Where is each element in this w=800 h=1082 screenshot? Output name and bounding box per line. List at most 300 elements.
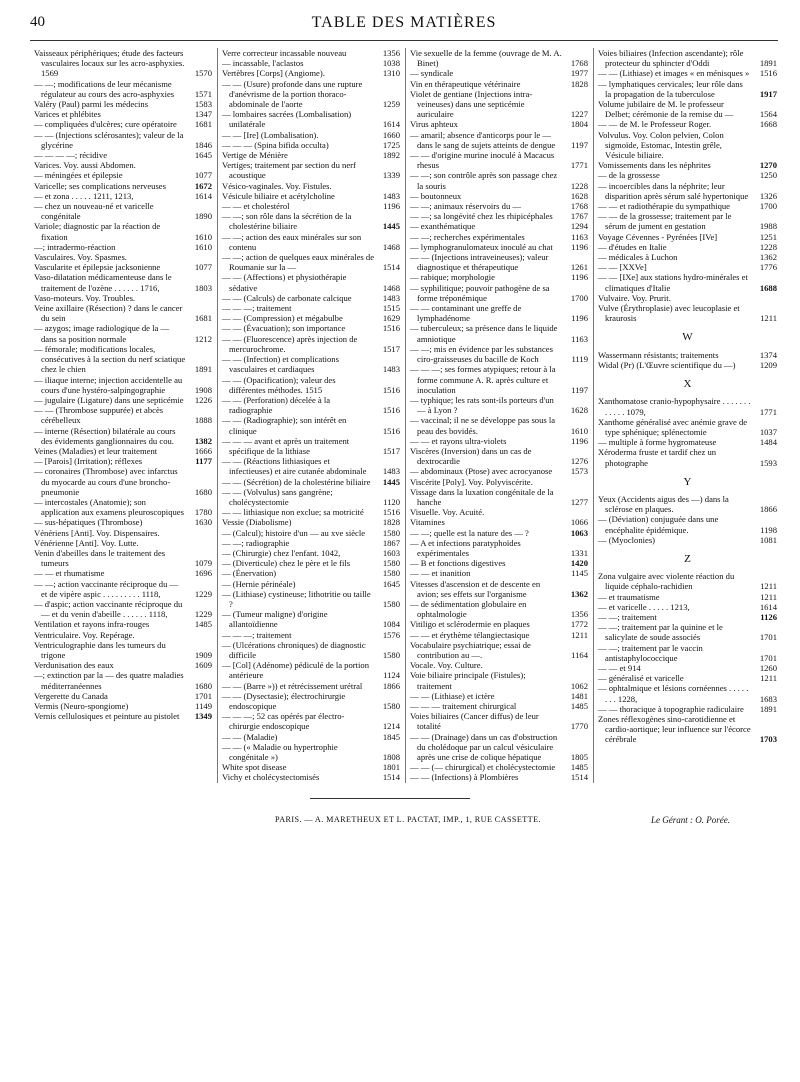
entry-page: 1828 bbox=[570, 78, 588, 89]
entry-text: — — (Volvulus) sans gangrène; cholécystectomie bbox=[222, 486, 333, 507]
index-entry bbox=[598, 303, 777, 323]
entry-text: Voyage Cévennes - Pyrénées [IVe] bbox=[598, 231, 718, 242]
index-entry bbox=[598, 79, 777, 99]
entry-page: 1917 bbox=[759, 88, 777, 99]
entry-page: 1628 bbox=[570, 405, 588, 416]
index-entry bbox=[34, 79, 212, 99]
entry-text: Varices. Voy. aussi Abdomen. bbox=[34, 160, 136, 171]
entry-text: Valéry (Paul) parmi les médecins bbox=[34, 99, 149, 110]
entry-text: — — (Lithiase) et images « en ménisques » bbox=[598, 68, 750, 79]
entry-page: 1681 bbox=[194, 119, 212, 130]
entry-text: — — —; ses formes atypiques; retour à la forme commune A. R. après culture et inoculation bbox=[410, 364, 556, 395]
index-entry bbox=[410, 538, 588, 558]
entry-text: Viscérite [Poly]. Voy. Polyviscérite. bbox=[410, 476, 533, 487]
index-entry bbox=[410, 772, 588, 782]
entry-page: 1770 bbox=[570, 721, 588, 732]
entry-text: — — (Injections intraveineuses); valeur diagnostique et thérapeutique bbox=[410, 252, 549, 273]
entry-text: Vernis cellulosiques et peinture au pistolet bbox=[34, 711, 180, 722]
entry-text: Vertèbres [Corps] (Angiome). bbox=[222, 68, 325, 79]
entry-text: — d'aspic; action vaccinante réciproque du — et du venin d'abeille . . . . . . 1118, bbox=[34, 598, 183, 620]
entry-page: 1229 bbox=[194, 588, 212, 599]
index-columns bbox=[30, 48, 782, 783]
index-entry bbox=[222, 681, 400, 691]
entry-text: — — et inanition bbox=[410, 568, 471, 579]
entry-text: Venin d'abeilles dans le traitement des tumeurs bbox=[34, 547, 166, 569]
entry-page: 1356 bbox=[570, 609, 588, 620]
entry-text: — — (Thrombose suppurée) et abcès cérébelleux bbox=[34, 405, 164, 426]
entry-text: Vin en thérapeutique vétérinaire bbox=[410, 78, 521, 89]
index-entry bbox=[34, 395, 212, 405]
entry-text: — — (Maladie) bbox=[222, 731, 278, 742]
index-entry bbox=[410, 283, 588, 303]
entry-text: — — (Réactions lithiasiques et infectieuses) et aire cutanée abdominale bbox=[222, 456, 367, 477]
entry-text: — jugulaire (Ligature) dans une septicémie bbox=[34, 394, 184, 405]
entry-text: — fémorale; modifications locales, consécutives à la section du nerf sciatique chez le chien bbox=[34, 343, 186, 375]
index-entry bbox=[34, 426, 212, 446]
entry-text: Ventriculaire. Voy. Repérage. bbox=[34, 629, 135, 640]
index-entry bbox=[222, 477, 400, 487]
entry-page: 1776 bbox=[759, 262, 777, 273]
entry-text: — — (Compression) et mégabulbe bbox=[222, 313, 343, 324]
entry-page: 1672 bbox=[194, 180, 212, 191]
entry-page: 1514 bbox=[382, 772, 400, 783]
entry-text: — amaril; absence d'anticorps pour le — dans le sang de sujets atteints de dengue bbox=[410, 129, 556, 150]
entry-text: — —; action vaccinante réciproque du — et de vipère aspic . . . . . . . . . 1118, bbox=[34, 578, 179, 599]
entry-page: 1630 bbox=[194, 517, 212, 528]
entry-page: 1680 bbox=[194, 486, 212, 497]
entry-page: 1163 bbox=[571, 333, 588, 344]
entry-text: — — [IXe] aux stations hydro-minérales et climatiques d'Italie bbox=[598, 272, 748, 293]
entry-page: 1767 bbox=[570, 211, 588, 222]
entry-page: 1077 bbox=[194, 262, 212, 273]
entry-text: Vasculaires. Voy. Spasmes. bbox=[34, 252, 127, 263]
entry-page: 1251 bbox=[759, 231, 777, 242]
entry-text: — (Énervation) bbox=[222, 568, 277, 579]
entry-page: 1564 bbox=[759, 109, 777, 120]
entry-text: Vulvaire. Voy. Prurit. bbox=[598, 292, 671, 303]
index-entry bbox=[34, 242, 212, 252]
entry-text: — (Diverticule) chez le père et le fils bbox=[222, 558, 351, 569]
entry-text: — — (Injections sclérosantes); valeur de la glycérine bbox=[34, 129, 184, 150]
entry-page: 1772 bbox=[570, 619, 588, 630]
entry-page: 1583 bbox=[194, 99, 212, 110]
entry-text: — —; modifications de leur mécanisme régulateur au cours des acro-asphyxies bbox=[34, 78, 175, 99]
index-entry bbox=[222, 732, 400, 742]
index-entry bbox=[410, 660, 588, 670]
index-entry bbox=[598, 48, 777, 68]
page-number: 40 bbox=[30, 14, 45, 30]
entry-page: 1229 bbox=[194, 609, 212, 620]
index-entry bbox=[410, 130, 588, 150]
index-entry bbox=[34, 272, 212, 292]
entry-page: 1801 bbox=[382, 762, 400, 773]
entry-text: Widal (Pr) (L'Œuvre scientifique du —) bbox=[598, 359, 736, 370]
entry-text: — —; sa longévité chez les rhipicéphales bbox=[410, 211, 553, 222]
entry-page: 1909 bbox=[194, 649, 212, 660]
entry-text: —; intradermo-réaction bbox=[34, 241, 116, 252]
entry-page: 1420 bbox=[570, 558, 588, 569]
entry-text: — — — traitement chirurgical bbox=[410, 701, 517, 711]
index-entry bbox=[410, 691, 588, 701]
index-entry bbox=[598, 396, 777, 416]
index-entry bbox=[34, 344, 212, 375]
index-entry bbox=[410, 201, 588, 211]
index-entry bbox=[222, 395, 400, 415]
entry-text: — et varicelle . . . . . 1213, bbox=[598, 601, 690, 612]
entry-page: 1514 bbox=[570, 772, 588, 783]
entry-page: 1576 bbox=[382, 629, 400, 640]
index-entry bbox=[598, 181, 777, 201]
entry-page: 1845 bbox=[382, 731, 400, 742]
entry-text: — — (Sécrétion) de la cholestérine biliaire bbox=[222, 476, 371, 487]
entry-page: 1197 bbox=[571, 384, 588, 395]
entry-page: 1580 bbox=[382, 558, 400, 569]
entry-text: — —; recherches expérimentales bbox=[410, 231, 525, 242]
entry-text: — intercostales (Anatomie); son application aux examens pleuroscopiques bbox=[34, 496, 184, 518]
entry-page: 1988 bbox=[759, 221, 777, 232]
index-entry bbox=[34, 99, 212, 109]
entry-text: Zones réflexogènes sino-carotidienne et cardio-aortique; leur influence sur l'écorce cérébrale bbox=[598, 713, 751, 745]
entry-text: — [Parois] (Irritation); réflexes bbox=[34, 456, 143, 467]
entry-page: 1196 bbox=[571, 313, 588, 324]
entry-text: Voie biliaire principale (Fistules); traitement bbox=[410, 670, 526, 691]
index-entry bbox=[222, 323, 400, 333]
entry-text: Vertige de Ménière bbox=[222, 150, 288, 161]
entry-text: — — —; traitement bbox=[222, 303, 292, 314]
entry-text: — lymphatiques cervicales; leur rôle dans la propagation de la tuberculose bbox=[598, 78, 743, 99]
index-entry bbox=[222, 140, 400, 150]
index-entry bbox=[34, 109, 212, 119]
entry-page: 1593 bbox=[759, 457, 777, 468]
entry-page: 1339 bbox=[382, 170, 400, 181]
entry-text: — multiple à forme hygromateuse bbox=[598, 437, 717, 448]
entry-text: — — et rayons ultra-violets bbox=[410, 435, 507, 446]
index-entry bbox=[598, 592, 777, 602]
entry-text: — — (Drainage) dans un cas d'obstruction du cholédoque par un calcul vésiculaire après une crise de colique hépatique bbox=[410, 731, 558, 763]
entry-text: Viscères (Inversion) dans un cas de dextrocardie bbox=[410, 445, 532, 467]
header-rule bbox=[30, 40, 778, 41]
entry-text: — boutonneux bbox=[410, 190, 462, 201]
index-entry bbox=[34, 548, 212, 568]
entry-page: 1356 bbox=[382, 48, 400, 58]
entry-text: Verre correcteur incassable nouveau bbox=[222, 48, 347, 58]
entry-text: — — (Barre »)) et rétrécissement urétral bbox=[222, 680, 363, 691]
entry-page: 1211 bbox=[760, 313, 777, 324]
index-entry bbox=[222, 691, 400, 711]
entry-text: — —; animaux réservoirs du — bbox=[410, 201, 521, 212]
entry-text: — — [XXVe] bbox=[598, 262, 647, 273]
index-entry bbox=[222, 58, 400, 68]
entry-page: 1164 bbox=[571, 649, 588, 660]
index-entry bbox=[410, 558, 588, 568]
index-entry bbox=[410, 528, 588, 538]
entry-text: Vocabulaire psychiatrique; essai de contribution au —. bbox=[410, 639, 531, 660]
entry-text: — compliquées d'ulcères; cure opératoire bbox=[34, 119, 177, 130]
entry-text: — — (Infection) et complications vasculaires et cardiaques bbox=[222, 354, 339, 375]
entry-page: 1259 bbox=[382, 99, 400, 110]
entry-text: — incassable, l'aclastos bbox=[222, 58, 304, 69]
entry-text: — (Chirurgie) chez l'enfant. 1042, bbox=[222, 547, 341, 558]
index-entry bbox=[222, 528, 400, 538]
index-entry bbox=[598, 272, 777, 292]
index-entry bbox=[222, 334, 400, 354]
entry-page: 1276 bbox=[570, 456, 588, 467]
index-entry bbox=[34, 191, 212, 201]
entry-page: 1610 bbox=[194, 231, 212, 242]
index-entry bbox=[410, 211, 588, 221]
entry-page: 1362 bbox=[570, 588, 588, 599]
index-entry bbox=[222, 579, 400, 589]
index-entry bbox=[598, 602, 777, 612]
index-entry bbox=[222, 150, 400, 160]
index-entry bbox=[34, 119, 212, 129]
entry-page: 1580 bbox=[382, 527, 400, 538]
entry-page: 1725 bbox=[382, 139, 400, 150]
entry-page: 1628 bbox=[570, 190, 588, 201]
entry-page: 1703 bbox=[759, 734, 777, 745]
index-entry bbox=[410, 732, 588, 763]
entry-page: 1977 bbox=[570, 68, 588, 79]
index-entry bbox=[598, 360, 777, 370]
entry-text: — —; traitement bbox=[598, 611, 657, 622]
index-entry bbox=[598, 673, 777, 683]
entry-text: — (Myoclonies) bbox=[598, 534, 656, 545]
entry-page: 1228 bbox=[570, 180, 588, 191]
entry-text: — — —; 52 cas opérés par électro-chirurgie endoscopique bbox=[222, 711, 345, 732]
entry-text: Vitiligo et sclérodermie en plaques bbox=[410, 619, 530, 630]
entry-page: 1228 bbox=[759, 241, 777, 252]
entry-text: Vénérienne [Anti]. Voy. Lutte. bbox=[34, 537, 139, 548]
entry-page: 1120 bbox=[383, 496, 400, 507]
entry-text: — B et fonctions digestives bbox=[410, 558, 506, 569]
entry-page: 1226 bbox=[194, 394, 212, 405]
index-entry bbox=[222, 68, 400, 78]
entry-page: 1145 bbox=[571, 568, 588, 579]
entry-text: — — d'origine murine inoculé à Macacus rhesus bbox=[410, 150, 555, 171]
index-entry bbox=[222, 109, 400, 129]
index-entry bbox=[34, 568, 212, 578]
index-entry bbox=[34, 538, 212, 548]
index-entry bbox=[410, 364, 588, 395]
index-entry bbox=[34, 691, 212, 701]
index-entry bbox=[598, 417, 777, 437]
index-entry bbox=[222, 630, 400, 640]
index-entry bbox=[598, 447, 777, 467]
entry-text: Vomissements dans les néphrites bbox=[598, 160, 711, 171]
entry-page: 1214 bbox=[382, 721, 400, 732]
index-entry bbox=[410, 303, 588, 323]
entry-text: Vulve (Érythroplasie) avec leucoplasie et kraurosis bbox=[598, 303, 740, 324]
entry-page: 1571 bbox=[194, 88, 212, 99]
page-header bbox=[30, 14, 778, 40]
entry-text: — chez un nouveau-né et varicelle congénitale bbox=[34, 201, 154, 222]
entry-text: Vaso-moteurs. Voy. Troubles. bbox=[34, 292, 136, 303]
entry-page: 1468 bbox=[382, 282, 400, 293]
entry-page: 1227 bbox=[570, 109, 588, 120]
entry-text: — — (Dysectasie); électrochirurgie endoscopique bbox=[222, 690, 346, 711]
entry-page: 1803 bbox=[194, 282, 212, 293]
entry-page: 1804 bbox=[570, 119, 588, 130]
entry-text: Voies biliaires (Infection ascendante); rôle protecteur du sphincter d'Oddi bbox=[598, 48, 744, 69]
entry-page: 1680 bbox=[194, 680, 212, 691]
page-title: TABLE DES MATIÈRES bbox=[311, 14, 497, 31]
index-entry bbox=[598, 130, 777, 161]
index-column-3 bbox=[406, 48, 594, 783]
entry-page: 1891 bbox=[194, 364, 212, 375]
index-entry bbox=[222, 181, 400, 191]
section-letter: Y bbox=[683, 475, 692, 488]
entry-page: 1081 bbox=[759, 534, 777, 545]
entry-text: — — (Radiographie); son intérêt en clinique bbox=[222, 415, 347, 436]
entry-text: — —; radiographie bbox=[222, 537, 290, 548]
entry-page: 1610 bbox=[194, 241, 212, 252]
entry-page: 1197 bbox=[571, 139, 588, 150]
entry-text: — incoercibles dans la néphrite; leur disparition après sérum salé hypertonique bbox=[598, 180, 749, 201]
entry-page: 1614 bbox=[759, 601, 777, 612]
entry-text: — — (Fluorescence) après injection de mercurochrome. bbox=[222, 333, 358, 354]
index-entry bbox=[410, 599, 588, 619]
entry-page: 1629 bbox=[382, 313, 400, 324]
entry-page: 1198 bbox=[760, 524, 777, 535]
entry-page: 1331 bbox=[570, 547, 588, 558]
entry-page: 1211 bbox=[760, 591, 777, 602]
index-entry bbox=[410, 221, 588, 231]
entry-text: — de la grossesse bbox=[598, 170, 660, 181]
entry-page: 1270 bbox=[759, 160, 777, 171]
entry-text: — — — avant et après un traitement spécifique de la lithiase bbox=[222, 435, 350, 456]
entry-text: Voies biliaires (Cancer diffus) de leur totalité bbox=[410, 711, 539, 732]
entry-page: 1516 bbox=[382, 323, 400, 334]
index-entry bbox=[34, 711, 212, 721]
index-column-2 bbox=[218, 48, 406, 783]
index-entry bbox=[34, 262, 212, 272]
entry-text: — vaccinal; il ne se développe pas sous la peau des bovidés. bbox=[410, 415, 556, 436]
entry-page: 1580 bbox=[382, 598, 400, 609]
entry-page: 1126 bbox=[760, 611, 777, 622]
index-entry bbox=[598, 160, 777, 170]
index-entry bbox=[598, 494, 777, 514]
index-entry bbox=[410, 568, 588, 578]
entry-page: 1700 bbox=[570, 292, 588, 303]
index-entry bbox=[34, 701, 212, 711]
index-entry bbox=[410, 762, 588, 772]
index-entry bbox=[598, 232, 777, 242]
index-entry bbox=[410, 170, 588, 190]
entry-page: 1645 bbox=[194, 150, 212, 161]
entry-text: — abdominaux (Ptose) avec acrocyanose bbox=[410, 466, 553, 477]
index-entry bbox=[598, 622, 777, 642]
entry-text: — — — —; récidive bbox=[34, 150, 108, 161]
index-entry bbox=[410, 487, 588, 507]
index-entry bbox=[222, 507, 400, 517]
index-entry bbox=[34, 303, 212, 323]
entry-page: 1888 bbox=[194, 415, 212, 426]
entry-page: 1666 bbox=[194, 445, 212, 456]
printer-imprint: PARIS. — A. MARETHEUX ET L. PACTAT, IMP., 1, RUE CASSETTE. bbox=[275, 815, 541, 824]
index-entry bbox=[598, 119, 777, 129]
index-entry bbox=[222, 232, 400, 252]
entry-text: Ventilation et rayons infra-rouges bbox=[34, 619, 150, 630]
entry-page: 1867 bbox=[382, 537, 400, 548]
index-entry bbox=[222, 640, 400, 660]
index-entry bbox=[598, 350, 777, 360]
entry-text: — et traumatisme bbox=[598, 591, 660, 602]
entry-page: 1079 bbox=[194, 558, 212, 569]
index-entry bbox=[222, 48, 400, 58]
index-entry bbox=[222, 548, 400, 558]
index-entry bbox=[410, 395, 588, 415]
entry-text: — d'études en Italie bbox=[598, 241, 667, 252]
entry-page: 1209 bbox=[759, 359, 777, 370]
entry-page: 1683 bbox=[759, 693, 777, 704]
entry-text: Vichy et cholécystectomisés bbox=[222, 772, 320, 783]
entry-page: 1196 bbox=[571, 272, 588, 283]
index-entry bbox=[34, 640, 212, 660]
index-entry bbox=[34, 252, 212, 262]
index-entry bbox=[410, 415, 588, 435]
index-entry bbox=[222, 517, 400, 527]
index-entry bbox=[598, 663, 777, 673]
index-entry bbox=[34, 405, 212, 425]
entry-text: — — (Opacification); valeur des différentes méthodes. 1515 bbox=[222, 374, 336, 395]
footer-rule bbox=[310, 798, 470, 799]
entry-text: Xanthomatose cranio-hypophysaire . . . . . . . . . . . . 1079, bbox=[598, 396, 751, 417]
entry-page: 1485 bbox=[570, 701, 588, 711]
entry-page: 1890 bbox=[194, 211, 212, 222]
entry-page: 1516 bbox=[382, 425, 400, 436]
entry-text: — méningées et épilepsie bbox=[34, 170, 123, 181]
index-entry bbox=[222, 201, 400, 211]
entry-text: —; extinction par la — des quatre maladies méditerranéennes bbox=[34, 670, 184, 691]
entry-text: — — (« Maladie ou hypertrophie congénitale ») bbox=[222, 741, 338, 763]
entry-page: 1891 bbox=[759, 58, 777, 69]
index-entry bbox=[598, 535, 777, 545]
entry-page: 1516 bbox=[759, 68, 777, 79]
index-entry bbox=[410, 252, 588, 272]
entry-page: 1037 bbox=[759, 426, 777, 437]
entry-text: — — thoracique à topographie radiculaire bbox=[598, 703, 744, 714]
index-entry bbox=[222, 436, 400, 456]
entry-text: — — (Affections) et physiothérapie sédative bbox=[222, 272, 347, 293]
entry-text: Vergerette du Canada bbox=[34, 690, 108, 701]
entry-page: 1771 bbox=[570, 160, 588, 171]
entry-text: Vitesses d'ascension et de descente en avion; ses effets sur l'organisme bbox=[410, 578, 541, 599]
entry-text: — — de la grossesse; traitement par le sérum de jument en gestation bbox=[598, 211, 732, 232]
index-entry bbox=[410, 89, 588, 120]
entry-page: 1768 bbox=[570, 201, 588, 212]
entry-page: 1808 bbox=[382, 752, 400, 763]
entry-text: — — (Calculs) de carbonate calcique bbox=[222, 292, 352, 303]
entry-page: 1211 bbox=[760, 581, 777, 592]
entry-page: 1701 bbox=[759, 652, 777, 663]
index-entry bbox=[410, 272, 588, 282]
entry-text: — —; mis en évidence par les substances ciro-graisseuses du bacille de Koch bbox=[410, 343, 553, 365]
index-entry bbox=[598, 252, 777, 262]
index-entry bbox=[222, 354, 400, 374]
entry-page: 1445 bbox=[382, 221, 400, 232]
entry-text: — tuberculeux; sa présence dans le liquide amniotique bbox=[410, 323, 558, 344]
index-entry bbox=[410, 68, 588, 78]
entry-page: 1668 bbox=[759, 119, 777, 130]
entry-text: — sus-hépatiques (Thrombose) bbox=[34, 517, 143, 528]
entry-text: — — lithiasique non exclue; sa motricité bbox=[222, 507, 364, 518]
entry-text: — —; son rôle dans la sécrétion de la cholestérine biliaire bbox=[222, 211, 352, 232]
entry-page: 1846 bbox=[194, 139, 212, 150]
entry-page: 1660 bbox=[382, 129, 400, 140]
index-entry bbox=[410, 619, 588, 629]
entry-text: — A et infections paratyphoïdes expérimentales bbox=[410, 537, 521, 558]
entry-text: Vitamines bbox=[410, 517, 445, 528]
